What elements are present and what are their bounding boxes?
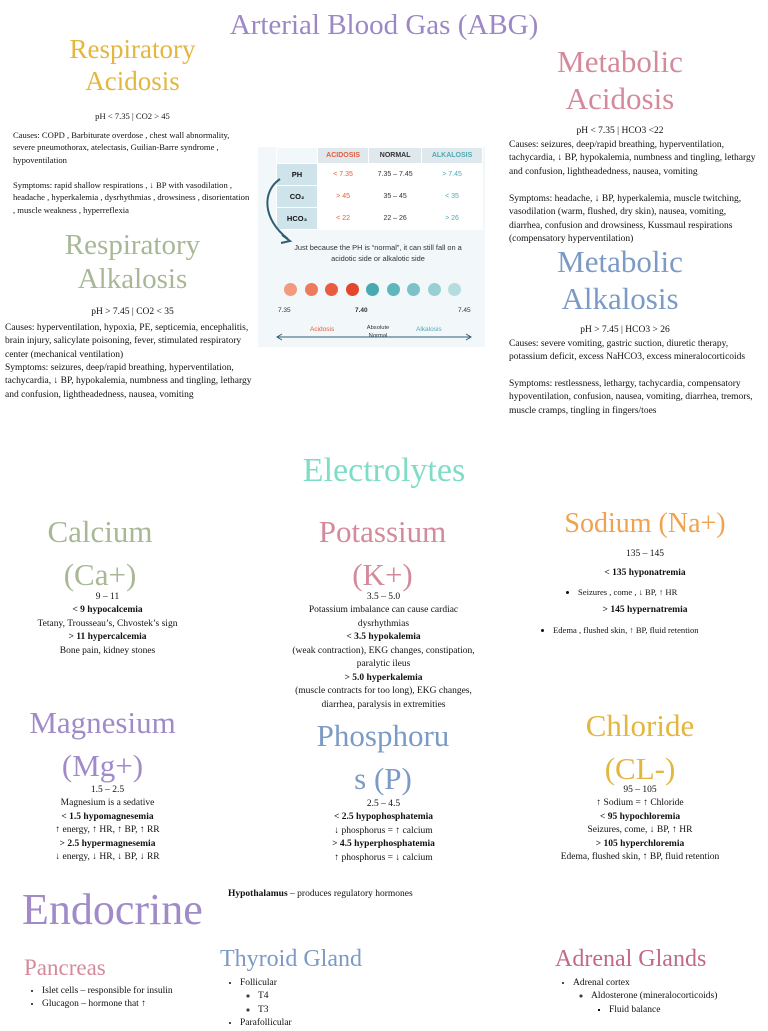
chloride-range: 95 – 105 bbox=[623, 785, 657, 795]
sodium-high-bold: > 145 hypernatremia bbox=[602, 605, 688, 615]
adrenal-title: Adrenal Glands bbox=[555, 946, 707, 972]
abg-table bbox=[276, 147, 483, 230]
abg-title: Arterial Blood Gas (ABG) bbox=[229, 9, 539, 41]
resp-acidosis-range: pH < 7.35 | CO2 > 45 bbox=[95, 111, 170, 121]
magnesium-low-bold: < 1.5 hypomagnesemia bbox=[61, 811, 154, 822]
potassium-low-bold: < 3.5 hypokalemia bbox=[346, 632, 421, 643]
ph-scale-dot bbox=[284, 283, 297, 296]
thyroid-list bbox=[222, 977, 422, 1031]
ph-scale-dots bbox=[280, 283, 470, 297]
magnesium-block bbox=[20, 784, 195, 865]
ph-scale-dot bbox=[305, 283, 318, 296]
scale-label-acidosis: Acidosis bbox=[310, 326, 335, 333]
resp-acidosis-symptoms: Symptoms: rapid shallow respirations , ↓ BP with vasodilation , headache , hyperkalemia , dysrhythmias , drowsiness , disorientation , muscle weakness , hyperreflexia bbox=[13, 180, 250, 215]
met-alkalosis-causes: Causes: severe vomiting, gastric suction, diuretic therapy, potassium deficit, excess NaHCO3, excess mineralocorticoids bbox=[509, 339, 746, 363]
potassium-high-text: (muscle contracts for too long), EKG changes, diarrhea, paralysis in extremities bbox=[295, 686, 472, 710]
abg-header-acidosis: ACIDOSIS bbox=[318, 148, 369, 164]
abg-cell-alk: > 7.45 bbox=[422, 164, 483, 186]
calcium-block bbox=[20, 591, 195, 658]
chloride-title: Chloride (CL-) bbox=[585, 708, 695, 787]
phosphorus-high-text: ↑ phosphorus = ↓ calcium bbox=[334, 852, 433, 863]
hypothalamus-bold: Hypothalamus bbox=[228, 889, 288, 899]
resp-alkalosis-title: Respiratory Alkalosis bbox=[64, 229, 201, 296]
potassium-high-bold: > 5.0 hyperkalemia bbox=[344, 672, 423, 683]
hypothalamus-line bbox=[228, 888, 528, 901]
potassium-title: Potassium (K+) bbox=[318, 514, 447, 593]
calcium-title: Calcium (Ca+) bbox=[47, 514, 153, 593]
ph-scale-dot bbox=[428, 283, 441, 296]
magnesium-intro: Magnesium is a sedative bbox=[60, 798, 155, 809]
met-alkalosis-range: pH > 7.45 | HCO3 > 26 bbox=[580, 325, 670, 335]
ph-scale-dot bbox=[387, 283, 400, 296]
met-alkalosis-title: Metabolic Alkalosis bbox=[557, 244, 683, 316]
resp-acidosis-title: Respiratory Acidosis bbox=[69, 34, 196, 96]
thyroid-item: • Follicular ◦ T4 ◦ T3 bbox=[240, 977, 422, 1017]
phosphorus-block bbox=[292, 798, 475, 865]
sodium-range: 135 – 145 bbox=[626, 549, 664, 559]
abg-cell-normal: 35 – 45 bbox=[369, 186, 422, 208]
thyroid-item: • Parafollicular bbox=[240, 1017, 422, 1030]
abg-cell-acid: > 45 bbox=[318, 186, 369, 208]
met-acidosis-title: Metabolic Acidosis bbox=[557, 44, 683, 116]
phosphorus-low-bold: < 2.5 hypophosphatemia bbox=[333, 812, 434, 823]
phosphorus-range: 2.5 – 4.5 bbox=[366, 799, 401, 809]
ph-scale-dot bbox=[366, 283, 379, 296]
scale-label-alkalosis: Alkalosis bbox=[416, 326, 442, 333]
chloride-high-bold: > 105 hyperchloremia bbox=[595, 838, 685, 849]
abg-row-label: HCO₃ bbox=[277, 208, 318, 230]
pancreas-item: • Glucagon – hormone that ↑ bbox=[42, 998, 194, 1011]
adrenal-item: • Adrenal cortex ◦ Aldosterone (mineralocorticoids) ▪ Fluid balance bbox=[573, 977, 755, 1017]
calcium-high-bold: > 11 hypercalcemia bbox=[68, 632, 147, 643]
phosphorus-title bbox=[298, 714, 468, 801]
curved-arrow-icon bbox=[260, 177, 296, 247]
met-acidosis-causes: Causes: seizures, deep/rapid breathing, hyperventilation, tachycardia, ↓ BP, hypokalemia, numbness and tingling, lethargy and confusion, lightheadedness, nausea, vomiting bbox=[509, 140, 756, 177]
adrenal-subsubitem: ▪ Fluid balance bbox=[609, 1004, 755, 1017]
chloride-low-text: Seizures, come, ↓ BP, ↑ HR bbox=[587, 825, 693, 836]
abg-header-normal: NORMAL bbox=[369, 148, 422, 164]
met-acidosis-symptoms: Symptoms: headache, ↓ BP, hyperkalemia, muscle twitching, vasodilation (warm, flushed, dry skin), nausea, vomiting, diarrhea, confusion and drowsiness, Kussmaul respirations (compensatory hyperventilation) bbox=[509, 194, 742, 245]
sodium-low-list bbox=[560, 586, 750, 598]
scale-label-normal: Absolute Normal bbox=[366, 325, 390, 339]
chloride-intro: ↑ Sodium = ↑ Chloride bbox=[596, 798, 684, 809]
scale-low: 7.35 bbox=[278, 307, 291, 314]
abg-cell-acid: < 22 bbox=[318, 208, 369, 230]
abg-note: Just because the PH is “normal”, it can still fall on a acidotic side or alkalotic side bbox=[294, 243, 462, 263]
calcium-range: 9 – 11 bbox=[95, 592, 120, 602]
potassium-block bbox=[292, 591, 475, 712]
resp-alkalosis-range: pH > 7.45 | CO2 < 35 bbox=[91, 307, 174, 317]
scale-high: 7.45 bbox=[458, 307, 471, 314]
magnesium-low-text: ↑ energy, ↑ HR, ↑ BP, ↑ RR bbox=[55, 825, 160, 836]
abg-reference-chart bbox=[258, 147, 485, 347]
adrenal-subitem: ◦ Aldosterone (mineralocorticoids) ▪ Fluid balance bbox=[591, 990, 755, 1017]
magnesium-high-bold: > 2.5 hypermagnesemia bbox=[59, 838, 156, 849]
sodium-title: Sodium (Na+) bbox=[564, 508, 726, 539]
met-alkalosis-symptoms: Symptoms: restlessness, lethargy, tachycardia, compensatory hypoventilation, confusion, nausea, vomiting, diarrhea, tremors, muscle cramps, tingling in fingers/toes bbox=[509, 379, 753, 416]
sodium-low-text: • Seizures , come , ↓ BP, ↑ HR bbox=[578, 586, 750, 598]
ph-scale-dot bbox=[407, 283, 420, 296]
potassium-intro: Potassium imbalance can cause cardiac dysrhythmias bbox=[308, 605, 459, 629]
magnesium-title: Magnesium (Mg+) bbox=[29, 705, 176, 784]
endocrine-title: Endocrine bbox=[22, 885, 203, 934]
magnesium-range: 1.5 – 2.5 bbox=[90, 785, 125, 795]
abg-row-label: PH bbox=[277, 164, 318, 186]
resp-acidosis-causes: Causes: COPD , Barbiturate overdose , chest wall abnormality, severe pneumothorax, atelectasis, Guilian-Barre syndrome , hypoventilation bbox=[13, 130, 230, 165]
pancreas-title: Pancreas bbox=[24, 955, 106, 980]
potassium-range: 3.5 – 5.0 bbox=[366, 592, 401, 602]
sodium-high-text: • Edema , flushed skin, ↑ BP, fluid retention bbox=[553, 624, 760, 636]
phosphorus-high-bold: > 4.5 hyperphosphatemia bbox=[332, 839, 435, 850]
abg-table-corner bbox=[277, 148, 318, 164]
thyroid-subitem: ◦ T3 bbox=[258, 1004, 422, 1017]
electrolytes-title: Electrolytes bbox=[302, 452, 466, 489]
sodium-high-list bbox=[535, 624, 760, 636]
calcium-low-text: Tetany, Trousseau’s, Chvostek’s sign bbox=[37, 618, 178, 629]
abg-header-alkalosis: ALKALOSIS bbox=[422, 148, 483, 164]
abg-row-co2 bbox=[277, 186, 483, 208]
potassium-low-text: (weak contraction), EKG changes, constipation, paralytic ileus bbox=[292, 645, 475, 670]
sodium-low-bold: < 135 hyponatremia bbox=[604, 568, 686, 578]
ph-scale-dot bbox=[346, 283, 359, 296]
calcium-low-bold: < 9 hypocalcemia bbox=[72, 605, 143, 616]
abg-cell-alk: < 35 bbox=[422, 186, 483, 208]
resp-alkalosis-symptoms: Symptoms: seizures, deep/rapid breathing, hyperventilation, tachycardia, ↓ BP, hypokalemia, numbness and tingling, lethargy and confusion, lightheadedness, nausea, vomiting bbox=[5, 363, 252, 400]
chloride-high-text: Edema, flushed skin, ↑ BP, fluid retention bbox=[560, 852, 720, 863]
hypothalamus-text: – produces regulatory hormones bbox=[287, 889, 413, 899]
resp-alkalosis-causes: Causes: hyperventilation, hypoxia, PE, septicemia, encephalitis, brain injury, salicylate poisoning, fever, stimulated respiratory center (mechanical ventilation) bbox=[5, 323, 249, 360]
phosphorus-title-line2: s (P) bbox=[354, 761, 412, 797]
ph-scale-dot bbox=[448, 283, 461, 296]
thyroid-title: Thyroid Gland bbox=[220, 946, 362, 972]
abg-cell-normal: 22 – 26 bbox=[369, 208, 422, 230]
abg-row-label: CO₂ bbox=[277, 186, 318, 208]
scale-arrow-icon bbox=[274, 333, 474, 341]
scale-mid: 7.40 bbox=[355, 307, 368, 314]
adrenal-list bbox=[555, 977, 755, 1017]
abg-row-hco3 bbox=[277, 208, 483, 230]
calcium-high-text: Bone pain, kidney stones bbox=[59, 645, 156, 656]
abg-cell-alk: > 26 bbox=[422, 208, 483, 230]
abg-cell-normal: 7.35 – 7.45 bbox=[369, 164, 422, 186]
abg-row-ph bbox=[277, 164, 483, 186]
chloride-low-bold: < 95 hypochloremia bbox=[599, 811, 681, 822]
abg-cell-acid: < 7.35 bbox=[318, 164, 369, 186]
pancreas-item: • Islet cells – responsible for insulin bbox=[42, 985, 194, 998]
phosphorus-title-line1: Phosphoru bbox=[316, 718, 450, 753]
pancreas-list bbox=[24, 985, 194, 1012]
chloride-block bbox=[540, 784, 740, 865]
magnesium-high-text: ↓ energy, ↓ HR, ↓ BP, ↓ RR bbox=[55, 852, 160, 863]
thyroid-subitem: ◦ T4 bbox=[258, 990, 422, 1003]
phosphorus-low-text: ↓ phosphorus = ↑ calcium bbox=[334, 825, 433, 836]
ph-scale-dot bbox=[325, 283, 338, 296]
met-acidosis-range: pH < 7.35 | HCO3 <22 bbox=[576, 126, 664, 136]
